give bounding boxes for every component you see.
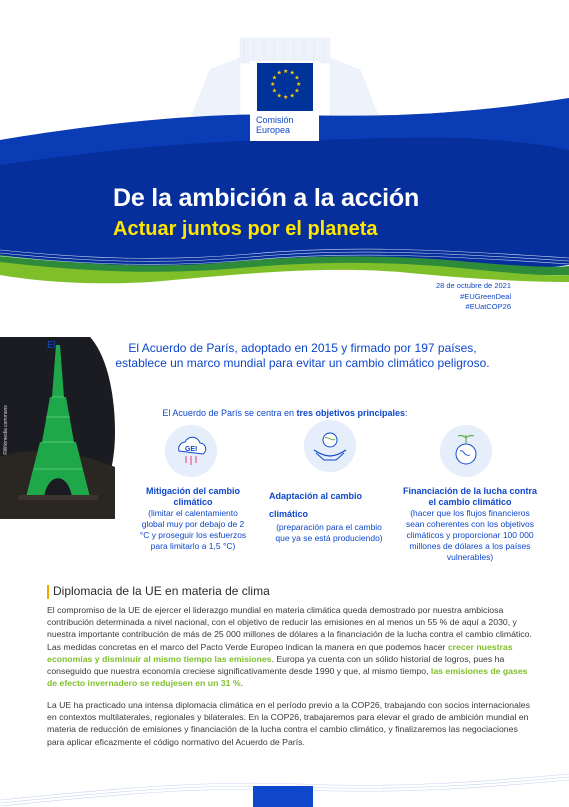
svg-text:★: ★ [289, 92, 295, 100]
goals-lead [120, 408, 450, 418]
page-title: De la ambición a la acción [113, 184, 420, 212]
svg-text:★: ★ [289, 69, 295, 77]
goals-lead-text: El Acuerdo de París se centra en [162, 408, 297, 418]
goal-description: (limitar el calentamiento global muy por debajo de 2 °C y proseguir los esfuerzos para limitarlo a 1,5 °C) [139, 508, 247, 551]
section-paragraph-2: La UE ha practicado una intensa diplomacia climática en el período previo a la COP26, trabajando con socios internacionales en contextos multilaterales, regionales y bilaterales. En la COP26, trabajaremos para elevar el grado de ambición mundial en materia de reducción de emisiones y financiación de la lucha contra el cambio climático, y finalizaremos las negociaciones para aplicar eficazmente el código normativo del Acuerdo de París. [47, 700, 530, 747]
paragraph-text: . Europa ya cuenta con un sólido historial de logros, pues ha conseguido que nuestra economía creciese significativamente desde 1990 y que, al mismo tiempo, [47, 653, 505, 677]
intro-statement: El Acuerdo de París, adoptado en 2015 y firmado por 197 países, establece un marco mundial para evitar un cambio climático peligroso. [115, 341, 490, 370]
hashtag-euatcop26[interactable]: #EUatCOP26 [465, 302, 511, 311]
paragraph-text: El compromiso de la UE de ejercer el liderazgo mundial en materia climática queda demostrado por nuestra ambiciosa contribución determinada a nivel nacional, con el objetivo de reducir las emisiones en al menos un 55 % de aquí a 2030, y nuestra importante contribución de más de 25 000 millones de dólares a la financiación de la lucha contra el cambio climático. Las medidas concretas en el marco del Pacto Verde Europeo indican la manera en que podemos hacer [47, 605, 532, 652]
globe-plant-icon [440, 425, 492, 477]
eiffel-tower-photo [0, 337, 115, 519]
header-banner [0, 0, 569, 300]
eu-flag-icon [257, 63, 313, 111]
goal-description: (preparación para el cambio que ya se está produciendo) [275, 522, 383, 543]
gei-label: GEI [184, 446, 198, 453]
photo-caption-fragment: El [47, 340, 56, 351]
svg-text:★: ★ [276, 92, 282, 100]
svg-text:★: ★ [271, 87, 278, 95]
goals-lead-bold: tres objetivos principales [296, 408, 406, 418]
paragraph-text: . [240, 678, 244, 689]
goal-adaptation [269, 486, 389, 544]
svg-text:★: ★ [270, 81, 276, 88]
hands-earth-icon [304, 420, 356, 472]
svg-text:★: ★ [276, 69, 282, 77]
section-accent-bar [47, 585, 49, 599]
section-paragraph-1 [47, 604, 535, 689]
svg-text:★: ★ [283, 68, 289, 75]
goal-heading: Adaptación al cambio climático [269, 491, 363, 519]
goal-heading: Financiación de la lucha contra el cambio climático [402, 486, 538, 507]
hashtag-eugreendeal[interactable]: #EUGreenDeal [460, 292, 511, 301]
section-title: Diplomacia de la UE en materia de clima [53, 584, 270, 598]
svg-text:★: ★ [294, 74, 300, 82]
organization-name: Comisión Europea [256, 115, 294, 135]
goal-mitigation [138, 486, 248, 552]
goal-description: (hacer que los flujos financieros sean coherentes con los objetivos climáticos y proporcionar 100 000 millones de dólares a los países vulnerables) [405, 508, 535, 562]
photo-credit: ©Wikimedia commons [3, 405, 9, 455]
page-subtitle: Actuar juntos por el planeta [113, 218, 378, 240]
goal-heading: Mitigación del cambio climático [145, 486, 240, 507]
footer-flag-block [253, 786, 313, 807]
svg-text:★: ★ [271, 74, 278, 82]
svg-text:★: ★ [283, 94, 289, 101]
thermometer-gas-icon [165, 425, 217, 477]
svg-text:★: ★ [294, 87, 300, 95]
svg-text:★: ★ [296, 81, 302, 88]
goals-lead-suffix: : [405, 408, 408, 418]
publication-date: 28 de octubre de 2021 [435, 281, 511, 290]
highlight-emissions: las emisiones de gases de efecto invernadero se redujesen en un 31 % [47, 666, 528, 689]
goal-finance [400, 486, 540, 563]
highlight-growth: crecer nuestras economías y disminuir al mismo tiempo las emisiones [47, 641, 513, 664]
